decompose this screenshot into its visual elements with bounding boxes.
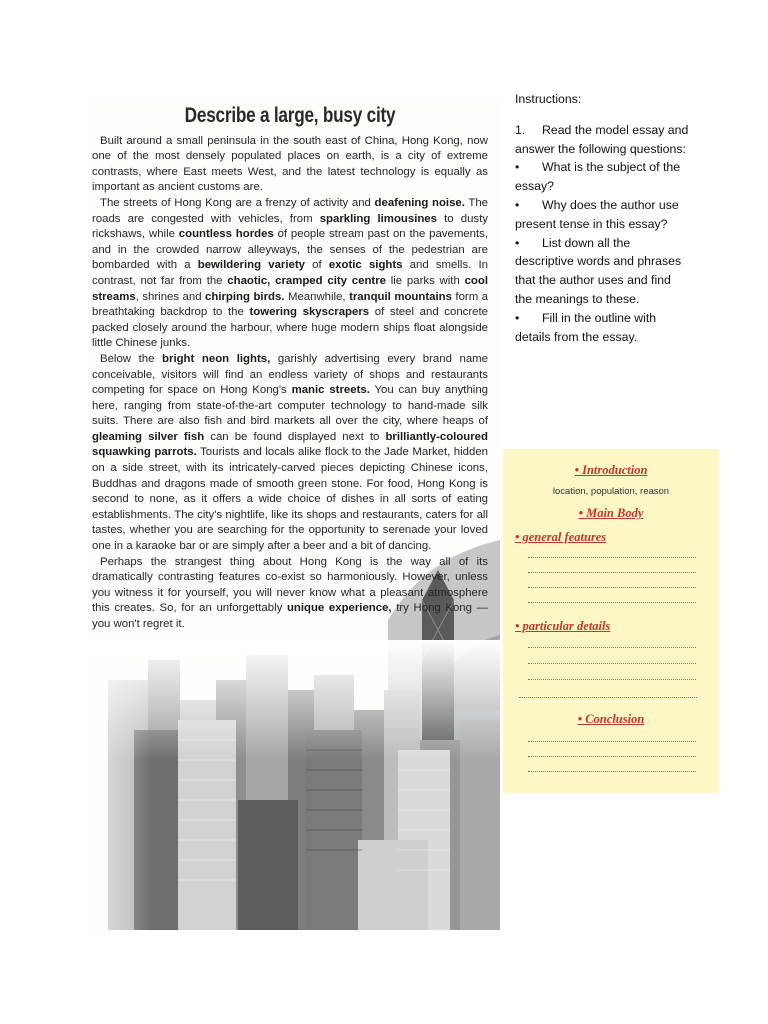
answer-line[interactable]	[528, 679, 696, 680]
answer-line[interactable]	[528, 602, 696, 603]
essay-paragraph-1: Built around a small peninsula in the south east of China, Hong Kong, now one of the most densely populated places on earth, is a city of extreme contrasts, where East meets West, and the latest technology is equally as important as ancient customs are.	[92, 134, 488, 194]
answer-line[interactable]	[528, 663, 696, 664]
answer-line[interactable]	[528, 647, 696, 648]
answer-line[interactable]	[528, 741, 696, 742]
outline-particular-details-heading: • particular details	[515, 619, 611, 633]
answer-line[interactable]	[528, 572, 696, 573]
question-item: • What is the subject of the essay?	[515, 160, 681, 194]
essay-paragraph-2: The streets of Hong Kong are a frenzy of activity and deafening noise. The roads are congested with vehicles, from sparkling limousines to dusty rickshaws, while countless hordes of people stream past on the pavements, and in the crowded narrow alleyways, the senses of the pedestrian are bombarded with a bewildering variety of exotic sights and smells. In contrast, not far from the chaotic, cramped city centre lie parks with cool streams, shrines and chirping birds. Meanwhile, tranquil mountains form a breathtaking backdrop to the towering skyscrapers of steel and concrete packed closely around the harbour, where huge modern ships float alongside little Chinese junks.	[92, 196, 489, 350]
essay-outline	[503, 449, 719, 793]
question-item: • List down all the descriptive words and phrases that the author uses and find the meanings to these.	[515, 235, 682, 306]
bullet-icon: •	[515, 310, 520, 325]
outline-main-body-heading: • Main Body	[578, 506, 644, 520]
essay-title: Describe a large, busy city	[184, 104, 396, 127]
bullet-icon: •	[515, 160, 520, 175]
bullet-icon: •	[515, 235, 520, 250]
instructions-panel	[515, 90, 690, 346]
instruction-step-1	[515, 121, 690, 159]
answer-line[interactable]	[528, 756, 696, 757]
step-number: 1.	[515, 122, 526, 137]
essay-body	[88, 100, 488, 633]
outline-introduction-note: location, population, reason	[552, 486, 670, 497]
outline-general-features-heading: • general features	[515, 530, 607, 544]
essay-paragraph-4: Perhaps the strangest thing about Hong Kong is the way all of its dramatically contrasting features co-exist so harmoniously. However, unless you witness it for yourself, you will never know what a pleasant atmosphere this creates. So, for an unforgettably unique experience, try Hong Kong — you won't regret it.	[92, 555, 488, 630]
instructions-heading: Instructions:	[515, 92, 582, 106]
step-text: Read the model essay and answer the following questions:	[515, 122, 689, 156]
essay-scan	[88, 100, 500, 930]
answer-line[interactable]	[528, 557, 696, 558]
essay-paragraph-3: Below the bright neon lights, garishly advertising every brand name conceivable, visitors will find an endless variety of shops and restaurants competing for space on Hong Kong's manic streets. You can buy anything here, ranging from state-of-the-art computer technology to hand-made silk suits. There are also fish and bird markets all over the city, where heaps of gleaming silver fish can be found displayed next to brilliantly-coloured squawking parrots. Tourists and locals alike flock to the Jade Market, hidden on a side street, with its intricately-carved pieces depicting Chinese icons, Buddhas and dragons made of smooth green stone. For food, Hong Kong is second to none, as it offers a wide choice of dishes in all sorts of eating establishments. The city's nightlife, like its shops and restaurants, caters for all tastes, whether you are searching for the opportunity to serenade your loved one in a karaoke bar or are simply after a beer and a bit of dancing.	[92, 352, 489, 553]
outline-conclusion-heading: • Conclusion	[577, 712, 645, 726]
answer-line[interactable]	[528, 771, 696, 772]
answer-line[interactable]	[528, 587, 696, 588]
question-item: • Why does the author use present tense in this essay?	[515, 197, 679, 231]
bullet-icon: •	[515, 197, 520, 212]
outline-introduction-heading: • Introduction	[574, 463, 648, 477]
question-item: • Fill in the outline with details from the essay.	[515, 310, 657, 344]
answer-line[interactable]	[519, 697, 697, 698]
